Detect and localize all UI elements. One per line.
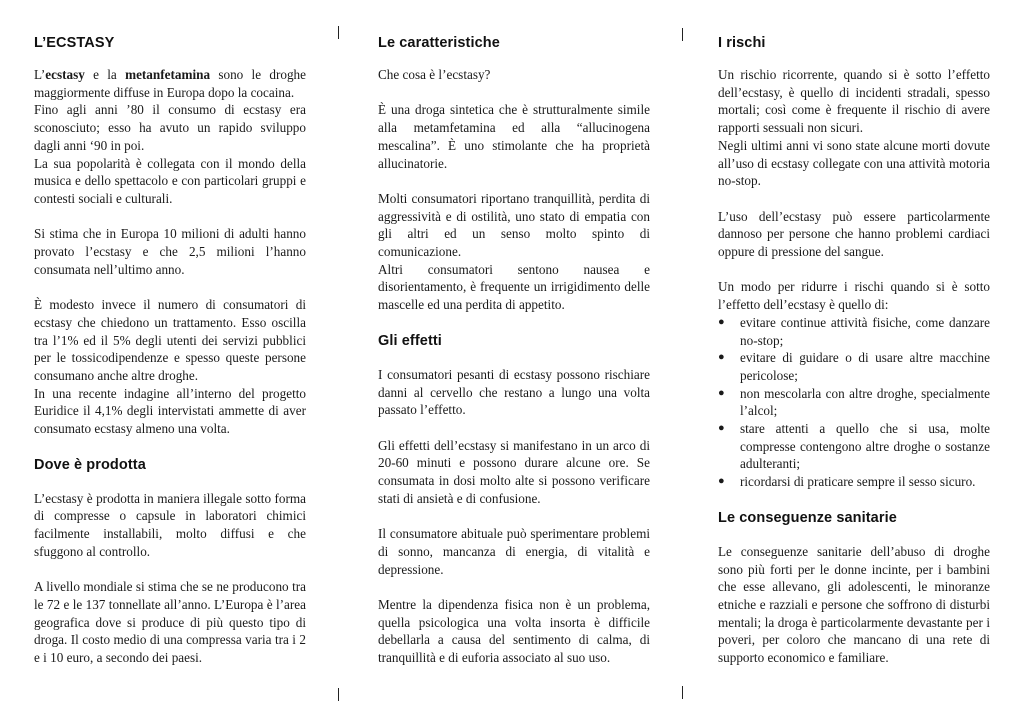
bullet-icon: ●: [718, 386, 725, 399]
paragraph-road-accidents: Un rischio ricorrente, quando si è sotto l’effetto dell’ecstasy, è quello di incidenti stradali, spesso mortali; così come è frequente il rischio di avere rapporti sessuali non sicuri.: [718, 67, 990, 136]
risk-reduction-list: [718, 314, 990, 491]
fold-mark-top-left: [338, 26, 339, 39]
paragraph-intro: L’ecstasy e la metanfetamina sono le droghe maggiormente diffuse in Europa dopo la cocaina.: [34, 67, 306, 100]
heading-characteristics: Le caratteristiche: [378, 35, 500, 51]
heading-health-consequences: Le conseguenze sanitarie: [718, 509, 897, 526]
list-item: ● non mescolarla con altre droghe, specialmente l’alcol;: [718, 385, 990, 419]
list-item: ● stare attenti a quello che si usa, molte compresse contengono altre droghe o sostanze adulteranti;: [718, 421, 990, 472]
paragraph-deaths: Negli ultimi anni vi sono state alcune morti dovute all’uso di ecstasy collegate con una attività motoria no-stop.: [718, 137, 990, 189]
list-item: ● ricordarsi di praticare sempre il sesso sicuro.: [718, 474, 976, 490]
column-risks: [718, 30, 990, 667]
heading-risks: I rischi: [718, 35, 766, 51]
list-item: ● evitare di guidare o di usare altre macchine pericolose;: [718, 350, 990, 383]
column-ecstasy: [34, 30, 306, 667]
paragraph-global-production: A livello mondiale si stima che se ne producono tra le 72 e le 137 tonnellate all’anno. L’Europa è l’area geografica dove si produce di più questo tipo di droga. Il costo medio di una compressa varia tra i 2 e i 10 euro, a secondo dei paesi.: [34, 579, 306, 666]
bullet-icon: ●: [718, 422, 725, 435]
fold-mark-top-right: [682, 28, 683, 41]
bullet-icon: ●: [718, 475, 725, 488]
column-characteristics: [378, 30, 650, 667]
fold-mark-bottom-right: [682, 686, 683, 699]
paragraph-negative-effects: Altri consumatori sentono nausea e disorientamento, è frequente un irrigidimento delle mascelle ed una perdita di appetito.: [378, 261, 650, 313]
paragraph-euridice: In una recente indagine all’interno del progetto Euridice il 4,1% degli intervistati ammette di aver consumato ecstasy almeno una volta.: [34, 385, 306, 437]
heading-ecstasy: L’ECSTASY: [34, 35, 115, 51]
fold-mark-bottom-left: [338, 688, 339, 701]
paragraph-health-consequences: Le conseguenze sanitarie dell’abuso di droghe sono più forti per le donne incinte, per i bambini che esse allevano, gli adolescenti, le minoranze etniche e razziali e persone che soffrono di disturbi mentali; la droga è particolarmente devastante per i poveri, per coloro che mancano di una rete di supporto economico e familiare.: [718, 543, 990, 666]
paragraph-habitual-user: Il consumatore abituale può sperimentare problemi di sonno, mancanza di energia, di vitalità e depressione.: [378, 526, 650, 577]
paragraph-brain-damage: I consumatori pesanti di ecstasy possono rischiare danni al cervello che restano a lungo una volta passato l’effetto.: [378, 366, 650, 418]
paragraph-onset: Gli effetti dell’ecstasy si manifestano in un arco di 20-60 minuti e possono durare alcune ore. Se consumata in dosi molto alte si possono verificare stati di ansietà e di confusione.: [378, 437, 650, 506]
paragraph-dependence: Mentre la dipendenza fisica non è un problema, quella psicologica una volta insorta è difficile debellarla a causa del sentimento di calma, di tranquillità e di euforia associato al suo uso.: [378, 596, 650, 666]
paragraph-history: Fino agli anni ’80 il consumo di ecstasy era sconosciuto; esso ha avuto un rapido sviluppo dagli anni ‘90 in poi.: [34, 102, 306, 153]
paragraph-heart-problems: L’uso dell’ecstasy può essere particolarmente dannoso per persone che hanno problemi cardiaci oppure di pressione del sangue.: [718, 208, 990, 260]
list-item: ● evitare continue attività fisiche, come danzare no-stop;: [718, 314, 990, 348]
bullet-icon: ●: [718, 315, 725, 328]
paragraph-popularity: La sua popolarità è collegata con il mondo della musica e dello spettacolo e con particolari gruppi e contesti sociali e culturali.: [34, 155, 306, 206]
paragraph-labs: L’ecstasy è prodotta in maniera illegale sotto forma di compresse o capsule in laboratori chimici facilmente installabili, molto diffusi e che sfuggono al controllo.: [34, 490, 306, 559]
paragraph-reduce-risks: Un modo per ridurre i rischi quando si è sotto l’effetto dell’ecstasy è quello di:: [718, 279, 990, 313]
bullet-icon: ●: [718, 351, 725, 364]
paragraph-positive-effects: Molti consumatori riportano tranquillità, perdita di aggressività e di ostilità, uno stato di empatia con gli altri ed un senso molto spinto di comunicazione.: [378, 190, 650, 259]
paragraph-question: Che cosa è l’ecstasy?: [378, 67, 491, 82]
paragraph-definition: È una droga sintetica che è strutturalmente simile alla metamfetamina ed alla “allucinogena mescalina”. È uno stimolante che ha proprietà allucinatorie.: [378, 102, 650, 171]
paragraph-treatment: È modesto invece il numero di consumatori di ecstasy che chiedono un trattamento. Esso oscilla tra l’1% ed il 5% degli utenti dei servizi pubblici per le tossicodipendenze e spesso queste persone consumano anche altre droghe.: [34, 297, 306, 383]
heading-effects: Gli effetti: [378, 332, 442, 349]
heading-production: Dove è prodotta: [34, 456, 146, 473]
paragraph-estimates: Si stima che in Europa 10 milioni di adulti hanno provato l’ecstasy e che 2,5 milioni l’hanno consumata nell’ultimo anno.: [34, 226, 306, 277]
